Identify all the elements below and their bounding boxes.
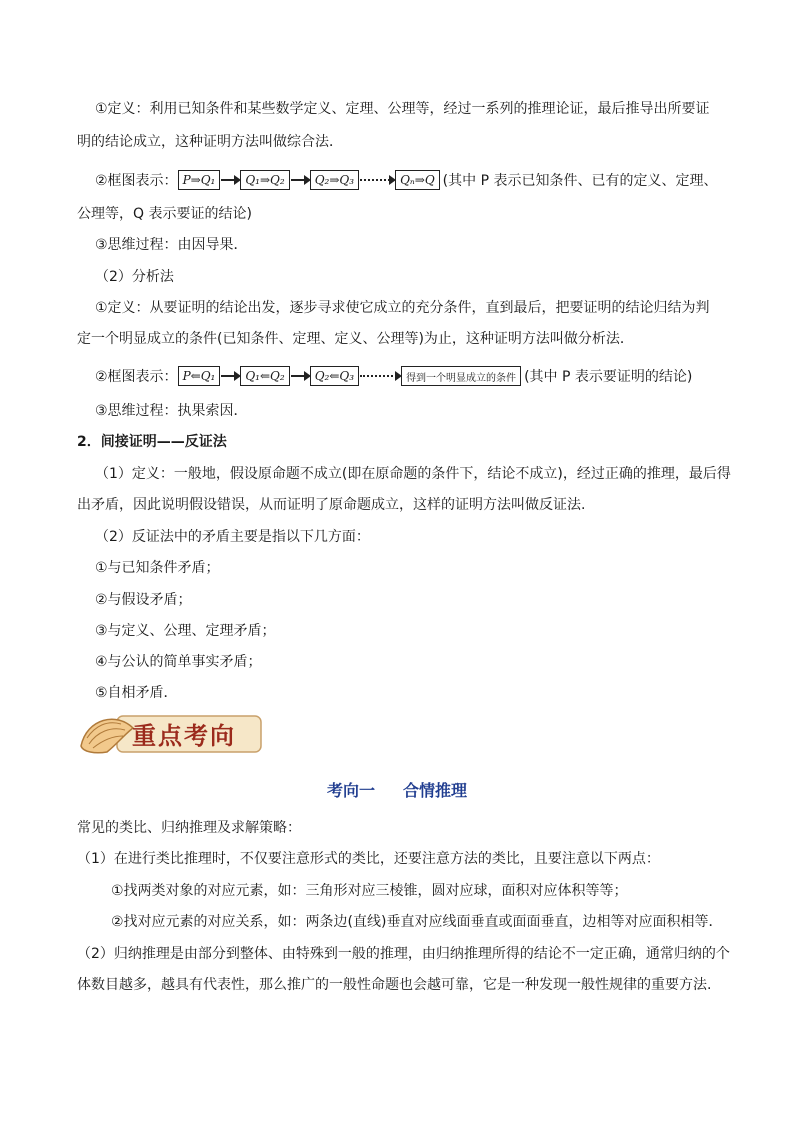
key-points-banner xyxy=(77,710,265,758)
flow2-box-3: Q₂⇐Q₃ xyxy=(310,366,359,386)
flow1-box-2: Q₁⇒Q₂ xyxy=(240,170,289,190)
synthesis-definition-line1: ①定义：利用已知条件和某些数学定义、定理、公理等，经过一系列的推理论证，最后推导出所要证 xyxy=(95,101,710,117)
strategy-intro: 常见的类比、归纳推理及求解策略： xyxy=(77,820,301,836)
contradiction-definition-line2: 出矛盾，因此说明假设错误，从而证明了原命题成立，这样的证明方法叫做反证法. xyxy=(77,497,586,513)
flow2-box-4: 得到一个明显成立的条件 xyxy=(401,366,521,386)
flowchart-note: (其中 P 表示要证明的结论) xyxy=(524,369,693,385)
contradiction-definition-line1: （1）定义：一般地，假设原命题不成立(即在原命题的条件下，结论不成立)，经过正确的推理，最后得 xyxy=(95,466,731,482)
section-name: 合情推理 xyxy=(403,781,468,800)
flowchart-note: (其中 P 表示已知条件、已有的定义、定理、 xyxy=(442,173,718,189)
arrow-right-icon xyxy=(221,375,239,377)
synthesis-note-line2: 公理等，Q 表示要证的结论) xyxy=(77,206,252,222)
flow2-box-1: P⇐Q₁ xyxy=(178,366,221,386)
dotted-arrow-right-icon xyxy=(360,375,400,377)
contradiction-type-3: ③与定义、公理、定理矛盾； xyxy=(95,623,276,639)
contradiction-type-5: ⑤自相矛盾． xyxy=(95,685,178,701)
analysis-thinking: ③思维过程：执果索因． xyxy=(95,403,248,419)
flow1-box-1: P⇒Q₁ xyxy=(178,170,221,190)
synthesis-thinking: ③思维过程：由因导果． xyxy=(95,237,248,253)
flow1-box-4: Qₙ⇒Q xyxy=(395,170,440,190)
contradiction-types-heading: （2）反证法中的矛盾主要是指以下几方面： xyxy=(95,529,370,545)
arrow-right-icon xyxy=(221,179,239,181)
analysis-definition-line1: ①定义：从要证明的结论出发，逐步寻求使它成立的充分条件，直到最后，把要证明的结论归结为判 xyxy=(95,300,710,316)
synthesis-definition-line2: 明的结论成立，这种证明方法叫做综合法． xyxy=(77,134,343,150)
section-number: 考向一 xyxy=(326,781,375,800)
section-title xyxy=(0,780,794,802)
dotted-arrow-right-icon xyxy=(360,179,394,181)
analogy-point-2: ②找对应元素的对应关系，如：两条边(直线)垂直对应线面垂直或面面垂直，边相等对应面积相等． xyxy=(111,914,723,930)
flowchart-label: ②框图表示： xyxy=(95,173,178,189)
contradiction-type-4: ④与公认的简单事实矛盾； xyxy=(95,654,262,670)
analysis-heading: （2）分析法 xyxy=(95,269,174,285)
analysis-flowchart xyxy=(95,365,692,387)
analogy-point-1: ①找两类对象的对应元素，如：三角形对应三棱锥，圆对应球，面积对应体积等等； xyxy=(111,883,628,899)
arrow-right-icon xyxy=(291,179,309,181)
analysis-definition-line2: 定一个明显成立的条件(已知条件、定理、定义、公理等)为止，这种证明方法叫做分析法． xyxy=(77,331,634,347)
analogy-heading: （1）在进行类比推理时，不仅要注意形式的类比，还要注意方法的类比，且要注意以下两点： xyxy=(77,851,660,867)
induction-line1: （2）归纳推理是由部分到整体、由特殊到一般的推理，由归纳推理所得的结论不一定正确，通常归纳的个 xyxy=(77,946,730,962)
contradiction-type-1: ①与已知条件矛盾； xyxy=(95,560,220,576)
induction-line2: 体数目越多，越具有代表性，那么推广的一般性命题也会越可靠，它是一种发现一般性规律的重要方法. xyxy=(77,977,712,993)
contradiction-type-2: ②与假设矛盾； xyxy=(95,592,192,608)
arrow-right-icon xyxy=(291,375,309,377)
indirect-proof-heading: 2．间接证明——反证法 xyxy=(77,434,227,450)
flow2-box-2: Q₁⇐Q₂ xyxy=(240,366,289,386)
flow1-box-3: Q₂⇒Q₃ xyxy=(310,170,359,190)
synthesis-flowchart xyxy=(95,169,717,191)
banner-title: 重点考向 xyxy=(132,721,236,750)
flowchart-label: ②框图表示： xyxy=(95,369,178,385)
